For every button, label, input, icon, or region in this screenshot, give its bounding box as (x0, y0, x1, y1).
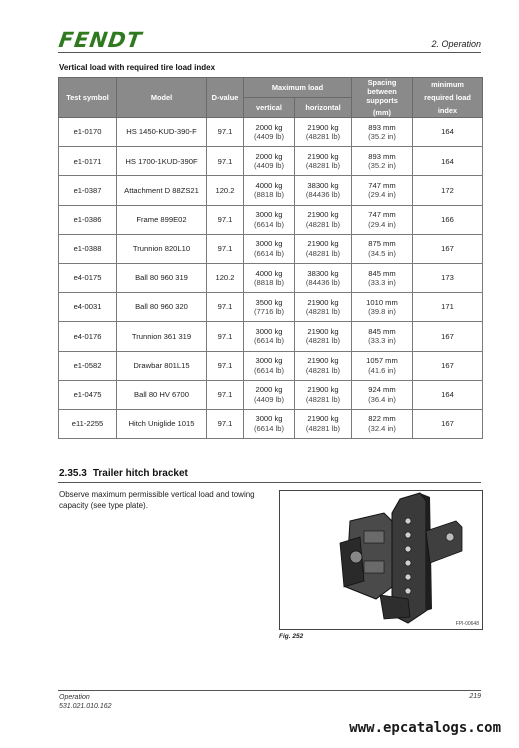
cell-vertical-load (244, 409, 295, 438)
col-d-value: D-value (207, 78, 244, 118)
cell-horizontal-load (295, 234, 352, 263)
horizontal-kg: 21900 kg (307, 151, 339, 161)
cell-min-load-index: 167 (413, 351, 483, 380)
cell-test-symbol: e1-0171 (59, 147, 117, 176)
horizontal-lb: (84436 lb) (305, 190, 341, 200)
cell-test-symbol: e4-0175 (59, 263, 117, 292)
table-row (59, 176, 483, 205)
cell-test-symbol: e1-0387 (59, 176, 117, 205)
vertical-lb: (8818 lb) (254, 190, 284, 200)
cell-vertical-load (244, 118, 295, 147)
cell-horizontal-load (295, 380, 352, 409)
horizontal-lb: (48281 lb) (305, 365, 341, 375)
cell-horizontal-load (295, 351, 352, 380)
cell-spacing (352, 409, 413, 438)
cell-d-value: 120.2 (207, 263, 244, 292)
fendt-logo: FENDT (57, 28, 144, 52)
spacing-mm: 893 mm (368, 122, 396, 132)
vertical-lb: (6614 lb) (254, 365, 284, 375)
vertical-kg: 2000 kg (255, 151, 283, 161)
vertical-kg: 4000 kg (255, 268, 283, 278)
cell-spacing (352, 380, 413, 409)
vertical-lb: (7716 lb) (254, 307, 284, 317)
figure-id: FPI-00648 (455, 621, 479, 627)
cell-min-load-index: 164 (413, 147, 483, 176)
horizontal-kg: 21900 kg (307, 122, 339, 132)
cell-spacing (352, 176, 413, 205)
col-spacing-label: Spacing between supports (366, 78, 398, 105)
spacing-mm: 747 mm (368, 180, 396, 190)
spacing-mm: 747 mm (368, 210, 396, 220)
table-row (59, 322, 483, 351)
cell-model: Ball 80 960 320 (117, 293, 207, 322)
footer-left (59, 693, 112, 711)
cell-model: Drawbar 801L15 (117, 351, 207, 380)
cell-spacing (352, 293, 413, 322)
spacing-mm: 822 mm (368, 414, 396, 424)
horizontal-kg: 21900 kg (307, 210, 339, 220)
table-body (59, 118, 483, 439)
cell-horizontal-load (295, 322, 352, 351)
cell-d-value: 97.1 (207, 380, 244, 409)
cell-model: HS 1700-1KUD-390F (117, 147, 207, 176)
cell-spacing (352, 322, 413, 351)
footer-divider (58, 690, 481, 691)
cell-d-value: 120.2 (207, 176, 244, 205)
vertical-kg: 2000 kg (255, 122, 283, 132)
col-test-symbol: Test symbol (59, 78, 117, 118)
col-model: Model (117, 78, 207, 118)
vertical-lb: (6614 lb) (254, 423, 284, 433)
horizontal-lb: (48281 lb) (305, 336, 341, 346)
cell-min-load-index: 172 (413, 176, 483, 205)
cell-spacing (352, 118, 413, 147)
vertical-lb: (6614 lb) (254, 336, 284, 346)
col-maximum-load: Maximum load (244, 78, 352, 98)
horizontal-lb: (48281 lb) (305, 423, 341, 433)
cell-d-value: 97.1 (207, 234, 244, 263)
vertical-kg: 3500 kg (255, 297, 283, 307)
cell-spacing (352, 263, 413, 292)
watermark-link[interactable]: www.epcatalogs.com (349, 720, 501, 736)
table-row (59, 380, 483, 409)
table-row (59, 293, 483, 322)
cell-spacing (352, 234, 413, 263)
col-min-load-index: minimum required load index (413, 78, 483, 118)
section-body-text: Observe maximum permissible vertical load and towing capacity (see type plate). (59, 490, 255, 510)
cell-min-load-index: 171 (413, 293, 483, 322)
cell-spacing (352, 351, 413, 380)
spacing-in: (36.4 in) (368, 394, 396, 404)
spacing-in: (33.3 in) (368, 336, 396, 346)
cell-horizontal-load (295, 147, 352, 176)
cell-min-load-index: 166 (413, 205, 483, 234)
table-title: Vertical load with required tire load index (59, 63, 216, 72)
section-header: 2. Operation (431, 39, 481, 49)
cell-spacing (352, 205, 413, 234)
cell-test-symbol: e11-2255 (59, 409, 117, 438)
table-row (59, 205, 483, 234)
spacing-mm: 893 mm (368, 151, 396, 161)
cell-d-value: 97.1 (207, 293, 244, 322)
col-horizontal: horizontal (295, 98, 352, 118)
cell-horizontal-load (295, 205, 352, 234)
spacing-mm: 1010 mm (366, 297, 398, 307)
spacing-mm: 845 mm (368, 326, 396, 336)
cell-test-symbol: e4-0176 (59, 322, 117, 351)
spacing-in: (29.4 in) (368, 219, 396, 229)
horizontal-lb: (84436 lb) (305, 278, 341, 288)
horizontal-kg: 21900 kg (307, 239, 339, 249)
cell-d-value: 97.1 (207, 205, 244, 234)
cell-min-load-index: 164 (413, 118, 483, 147)
cell-min-load-index: 167 (413, 322, 483, 351)
cell-model: Trunnion 361 319 (117, 322, 207, 351)
horizontal-lb: (48281 lb) (305, 307, 341, 317)
table-row (59, 351, 483, 380)
cell-test-symbol: e1-0475 (59, 380, 117, 409)
cell-test-symbol: e1-0388 (59, 234, 117, 263)
header-divider (58, 52, 481, 53)
spacing-mm: 845 mm (368, 268, 396, 278)
vertical-lb: (4409 lb) (254, 161, 284, 171)
cell-model: Trunnion 820L10 (117, 234, 207, 263)
cell-test-symbol: e1-0582 (59, 351, 117, 380)
cell-spacing (352, 147, 413, 176)
horizontal-lb: (48281 lb) (305, 132, 341, 142)
cell-model: Ball 80 960 319 (117, 263, 207, 292)
cell-d-value: 97.1 (207, 322, 244, 351)
cell-model: HS 1450-KUD-390-F (117, 118, 207, 147)
spacing-in: (29.4 in) (368, 190, 396, 200)
cell-horizontal-load (295, 263, 352, 292)
cell-vertical-load (244, 322, 295, 351)
cell-min-load-index: 167 (413, 409, 483, 438)
horizontal-kg: 21900 kg (307, 356, 339, 366)
cell-horizontal-load (295, 409, 352, 438)
cell-vertical-load (244, 380, 295, 409)
spacing-mm: 875 mm (368, 239, 396, 249)
spacing-mm: 1057 mm (366, 356, 398, 366)
cell-vertical-load (244, 263, 295, 292)
cell-vertical-load (244, 351, 295, 380)
cell-min-load-index: 167 (413, 234, 483, 263)
footer-chapter: Operation (59, 694, 90, 701)
horizontal-kg: 38300 kg (307, 180, 339, 190)
table-row (59, 409, 483, 438)
figure-frame (279, 490, 483, 630)
col-spacing (352, 78, 413, 118)
cell-model: Hitch Uniglide 1015 (117, 409, 207, 438)
trailer-hitch-bracket-illustration (280, 491, 482, 629)
cell-min-load-index: 173 (413, 263, 483, 292)
cell-d-value: 97.1 (207, 118, 244, 147)
section-heading (59, 468, 188, 479)
horizontal-lb: (48281 lb) (305, 248, 341, 258)
figure-caption: Fig. 252 (279, 633, 304, 640)
spacing-in: (32.4 in) (368, 423, 396, 433)
table-row (59, 118, 483, 147)
section-divider (58, 482, 481, 483)
col-vertical: vertical (244, 98, 295, 118)
vertical-kg: 3000 kg (255, 239, 283, 249)
vertical-kg: 2000 kg (255, 385, 283, 395)
cell-test-symbol: e1-0386 (59, 205, 117, 234)
spacing-in: (41.6 in) (368, 365, 396, 375)
cell-model: Ball 80 HV 6700 (117, 380, 207, 409)
cell-horizontal-load (295, 293, 352, 322)
horizontal-lb: (48281 lb) (305, 161, 341, 171)
cell-vertical-load (244, 234, 295, 263)
table-row (59, 263, 483, 292)
footer-doc-number: 531.021.010.162 (59, 703, 112, 710)
col-spacing-unit: (mm) (372, 108, 392, 117)
spacing-in: (34.5 in) (368, 248, 396, 258)
cell-vertical-load (244, 176, 295, 205)
cell-min-load-index: 164 (413, 380, 483, 409)
vertical-kg: 3000 kg (255, 210, 283, 220)
vertical-kg: 3000 kg (255, 326, 283, 336)
horizontal-kg: 21900 kg (307, 326, 339, 336)
cell-d-value: 97.1 (207, 409, 244, 438)
page-number: 219 (469, 693, 481, 700)
vertical-kg: 4000 kg (255, 180, 283, 190)
spacing-mm: 924 mm (368, 385, 396, 395)
horizontal-kg: 21900 kg (307, 297, 339, 307)
spacing-in: (35.2 in) (368, 132, 396, 142)
spacing-in: (33.3 in) (368, 278, 396, 288)
cell-vertical-load (244, 147, 295, 176)
vertical-lb: (6614 lb) (254, 248, 284, 258)
cell-vertical-load (244, 293, 295, 322)
vertical-kg: 3000 kg (255, 356, 283, 366)
load-table (58, 77, 483, 439)
horizontal-kg: 38300 kg (307, 268, 339, 278)
cell-test-symbol: e4-0031 (59, 293, 117, 322)
cell-d-value: 97.1 (207, 147, 244, 176)
vertical-lb: (6614 lb) (254, 219, 284, 229)
horizontal-kg: 21900 kg (307, 414, 339, 424)
vertical-kg: 3000 kg (255, 414, 283, 424)
cell-horizontal-load (295, 118, 352, 147)
cell-horizontal-load (295, 176, 352, 205)
vertical-lb: (4409 lb) (254, 394, 284, 404)
section-title: Trailer hitch bracket (92, 468, 188, 479)
horizontal-lb: (48281 lb) (305, 219, 341, 229)
cell-model: Frame 899E02 (117, 205, 207, 234)
spacing-in: (39.8 in) (368, 307, 396, 317)
vertical-lb: (8818 lb) (254, 278, 284, 288)
horizontal-kg: 21900 kg (307, 385, 339, 395)
cell-model: Attachment D 88ZS21 (117, 176, 207, 205)
spacing-in: (35.2 in) (368, 161, 396, 171)
table-row (59, 234, 483, 263)
cell-vertical-load (244, 205, 295, 234)
table-row (59, 147, 483, 176)
section-number: 2.35.3 (59, 468, 87, 479)
cell-d-value: 97.1 (207, 351, 244, 380)
vertical-lb: (4409 lb) (254, 132, 284, 142)
horizontal-lb: (48281 lb) (305, 394, 341, 404)
cell-test-symbol: e1-0170 (59, 118, 117, 147)
